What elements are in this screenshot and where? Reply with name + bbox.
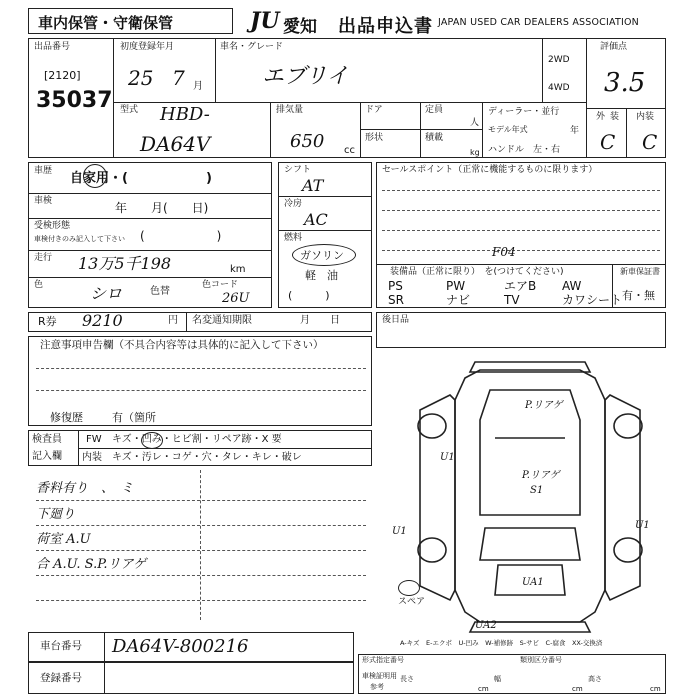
mark-top: P.リアゲ bbox=[525, 400, 563, 411]
color-code-value: 26U bbox=[222, 291, 250, 306]
ext-row-items: キズ・凹み・ヒビ割・リペア跡・X 要 bbox=[112, 434, 282, 445]
int-row-label: 内装 bbox=[82, 452, 102, 463]
inspector-label: 検査員 bbox=[32, 434, 62, 445]
equip-note: F04 bbox=[492, 245, 516, 259]
model-label: 車名・グレード bbox=[220, 42, 284, 52]
inspection-label: 車検 bbox=[34, 196, 53, 206]
door-label: ドア bbox=[365, 105, 383, 115]
form-title: 出品申込書 bbox=[338, 16, 433, 37]
displacement-value: 650 bbox=[290, 131, 325, 152]
exterior-sub: 装 bbox=[610, 112, 620, 122]
rear-label: 後日品 bbox=[382, 315, 410, 325]
type-designation-label: 形式指定番号 bbox=[362, 656, 404, 664]
model-year-label: モデル年式 bbox=[488, 125, 528, 134]
mark-bottom: UA1 bbox=[522, 577, 544, 588]
exterior-label: 外 bbox=[596, 112, 606, 122]
spare-label: スペア bbox=[398, 597, 426, 607]
year-unit: 年 bbox=[570, 126, 580, 136]
interior-value: C bbox=[642, 130, 658, 154]
capacity-label: 定員 bbox=[425, 105, 444, 115]
mileage-unit: km bbox=[230, 264, 246, 275]
chassis-value: DA64V-800216 bbox=[112, 636, 249, 657]
cert-frame bbox=[358, 654, 666, 694]
interior-label: 内装 bbox=[636, 112, 655, 122]
mark-left: U1 bbox=[392, 526, 407, 537]
car-history-label: 車歴 bbox=[34, 166, 53, 176]
equip-label: 装備品（正常に限り） を(つけてください) bbox=[390, 267, 564, 277]
mark-center-1: P.リアゲ bbox=[522, 470, 560, 481]
org-name: 愛知 bbox=[283, 17, 317, 37]
length-label: 長さ bbox=[400, 675, 414, 683]
sales-point-label: セールスポイント（正常に機能するものに限ります） bbox=[382, 165, 598, 175]
drive-2wd: 2WD bbox=[548, 55, 570, 65]
ref-label: 参考 bbox=[370, 683, 384, 691]
color-code-label: 色コード bbox=[202, 280, 239, 290]
repair-label: 修復歴 bbox=[50, 411, 83, 424]
mileage-value: 13万5千198 bbox=[78, 254, 172, 273]
shift-label: シフト bbox=[284, 165, 312, 175]
accept-sub: 車検付きのみ記入して下さい bbox=[34, 235, 125, 243]
type-label: 型式 bbox=[120, 105, 139, 115]
notice-label: 名変通知期限 bbox=[192, 315, 252, 326]
association-name: JAPAN USED CAR DEALERS ASSOCIATION bbox=[438, 17, 639, 28]
mark-center-2: S1 bbox=[530, 485, 544, 496]
note-line-1: 香料有り 、 ミ bbox=[36, 481, 134, 496]
mileage-label: 走行 bbox=[34, 253, 53, 263]
first-reg-unit: 月 bbox=[193, 81, 203, 92]
circle-petrol bbox=[292, 244, 356, 266]
repair-value: 有（箇所 bbox=[112, 411, 156, 424]
color-value: シロ bbox=[90, 284, 123, 303]
lot-number: 35037 bbox=[36, 88, 113, 113]
diagram-legend: A-キズ E-エクボ U-凹み W-補修跡 S-サビ C-腐食 XX-交換済 bbox=[400, 639, 603, 647]
ac-label: 冷房 bbox=[284, 199, 303, 209]
width-label: 幅 bbox=[494, 675, 501, 683]
car-history-value: 自家用・( ) bbox=[70, 171, 212, 186]
equip-item: カワシート bbox=[562, 293, 623, 307]
int-row-items: キズ・汚レ・コゲ・穴・タレ・キレ・破レ bbox=[112, 452, 302, 463]
reg-cert-label: 車検証明用 bbox=[362, 672, 397, 680]
ac-value: AC bbox=[304, 210, 328, 229]
note-line-3: 荷室 A.U bbox=[36, 532, 91, 547]
model-value: エブリイ bbox=[262, 64, 349, 89]
equip-item: エアB bbox=[504, 279, 537, 293]
circle-dent bbox=[141, 432, 163, 449]
rear-frame bbox=[376, 312, 666, 348]
shape-label: 形状 bbox=[365, 133, 384, 143]
ext-row-label: FW bbox=[86, 434, 102, 445]
grade-value: 3.5 bbox=[604, 68, 646, 98]
chassis-label: 車台番号 bbox=[40, 640, 82, 652]
recycle-label: R券 bbox=[38, 315, 57, 328]
recycle-unit: 円 bbox=[168, 315, 178, 326]
lot-sub: [2120] bbox=[44, 69, 81, 82]
fuel-label: 燃料 bbox=[284, 233, 303, 243]
dealer-label: ディーラー・並行 bbox=[488, 107, 560, 117]
equip-item: PS bbox=[388, 279, 403, 293]
reg-label: 登録番号 bbox=[40, 672, 82, 684]
lot-label: 出品番号 bbox=[34, 42, 71, 52]
inspection-value: 年 月( 日) bbox=[115, 201, 209, 215]
grade-label: 評価点 bbox=[600, 42, 628, 52]
notes-title: 注意事項申告欄（不具合内容等は具体的に記入して下さい） bbox=[40, 339, 324, 351]
fuel-petrol: ガソリン bbox=[300, 249, 344, 262]
first-reg-month: 7 bbox=[172, 66, 185, 90]
type-value-2: DA64V bbox=[140, 132, 211, 156]
fuel-light-oil: 軽 油 bbox=[305, 269, 338, 282]
equip-item: ナビ bbox=[446, 293, 471, 307]
circle-private bbox=[83, 164, 107, 188]
warranty-value: 有・無 bbox=[622, 289, 655, 302]
color-change-label: 色替 bbox=[150, 286, 170, 297]
color-label: 色 bbox=[34, 280, 44, 290]
accept-label: 受検形態 bbox=[34, 221, 71, 231]
category-label: 類別区分番号 bbox=[520, 656, 562, 664]
entry-label: 記入欄 bbox=[32, 451, 62, 462]
ju-logo: JU bbox=[250, 8, 280, 34]
note-line-2: 下廻り bbox=[36, 507, 76, 522]
exterior-value: C bbox=[600, 130, 616, 154]
fuel-other: ( ) bbox=[288, 289, 330, 302]
load-label: 積載 bbox=[425, 133, 444, 143]
equip-item: TV bbox=[504, 293, 520, 307]
shift-value: AT bbox=[302, 176, 324, 195]
mark-bottom-2: UA2 bbox=[475, 620, 497, 631]
displacement-label: 排気量 bbox=[276, 105, 304, 115]
accept-value: ( ) bbox=[140, 229, 222, 243]
length-unit: cm bbox=[478, 685, 489, 693]
first-reg-year: 25 bbox=[128, 66, 154, 90]
load-unit: kg bbox=[470, 148, 480, 157]
recycle-value: 9210 bbox=[82, 311, 123, 330]
equip-item: AW bbox=[562, 279, 582, 293]
first-reg-label: 初度登録年月 bbox=[120, 42, 175, 52]
handle-label: ハンドル 左・右 bbox=[488, 145, 561, 155]
notice-value: 月 日 bbox=[300, 315, 340, 326]
height-unit: cm bbox=[650, 685, 661, 693]
height-label: 高さ bbox=[588, 675, 602, 683]
width-unit: cm bbox=[572, 685, 583, 693]
displacement-unit: cc bbox=[344, 145, 355, 156]
capacity-unit: 人 bbox=[470, 118, 480, 128]
mark-right: U1 bbox=[635, 520, 650, 531]
type-value-1: HBD- bbox=[160, 104, 210, 125]
note-line-4: 合 A.U. S.P.リアゲ bbox=[36, 557, 147, 572]
warranty-label: 新車保証書 bbox=[620, 267, 660, 276]
spare-tire-icon bbox=[398, 580, 420, 596]
drive-4wd: 4WD bbox=[548, 83, 570, 93]
equip-item: SR bbox=[388, 293, 404, 307]
equip-item: PW bbox=[446, 279, 466, 293]
storage-type: 車内保管・守衛保管 bbox=[38, 14, 174, 32]
top-frame bbox=[28, 38, 666, 158]
mark-left-2: U1 bbox=[440, 452, 455, 463]
